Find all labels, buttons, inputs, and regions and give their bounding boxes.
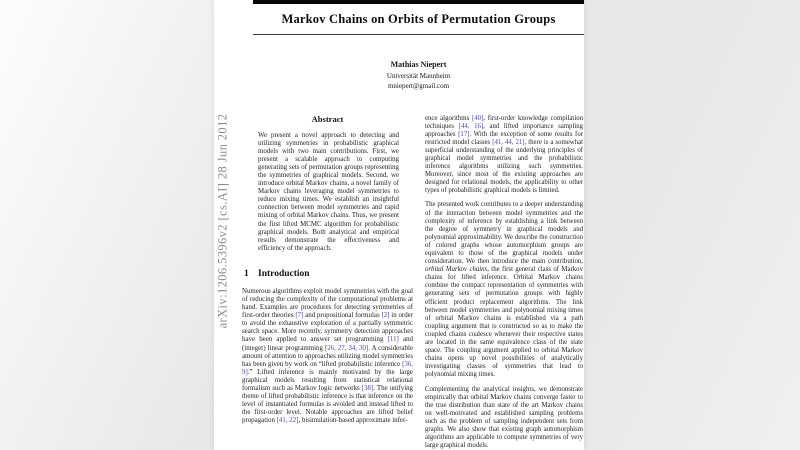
right-column	[425, 114, 583, 450]
author-affiliation: Universität Mannheim	[386, 71, 451, 80]
paper-page	[214, 0, 584, 450]
title-rule-bottom	[253, 34, 584, 36]
abstract-text: We present a novel approach to detecting and utilizing symmetries in probabilistic graphical models with two main contributions. First, we present a scalable approach to computing generating sets of permutation groups representing the symmetries of graphical models. Second, we introduce orbital Markov chains, a novel family of Markov chains leveraging model symmetries to reduce mixing times. We establish an insightful connection between model symmetries and rapid mixing of orbital Markov chains. Thus, we present the first lifted MCMC algorithm for probabilistic graphical models. Both analytical and empirical results demonstrate the effectiveness and efficiency of the approach.	[258, 131, 399, 252]
author-email: mniepert@gmail.com	[387, 81, 450, 90]
right-paragraph-3: Complementing the analytical insights, we demonstrate empirically that orbital Markov chains converge faster to the true distribution than state of the art Markov chains on well-motivated and established sampling problems such as the problem of sampling independent sets from graphs. We also show that existing graph automorphism algorithms are applicable to compute symmetries of very large graphical models.	[425, 385, 583, 450]
section-title: Introduction	[258, 268, 310, 279]
author-name: Mathias Niepert	[390, 60, 447, 69]
section-heading-introduction	[244, 269, 413, 279]
section-number: 1	[244, 268, 249, 279]
two-column-body	[242, 114, 583, 450]
author-block	[253, 60, 584, 90]
paper-title: Markov Chains on Orbits of Permutation Groups	[281, 11, 556, 26]
abstract-heading: Abstract	[311, 113, 344, 124]
right-paragraph-2: The presented work contributes to a deeper understanding of the interaction between model symmetries and the complexity of inference by establishing a link between the degree of symmetry in graphical models and polynomial approximability. We describe the construction of colored graphs whose automorphism groups are equivalent to those of the graphical models under consideration. We then introduce the main contribution, orbital Markov chains, the first general class of Markov chains for lifted inference. Orbital Markov chains combine the compact representation of symmetries with generating sets of permutation groups with highly efficient product replacement algorithms. The link between model symmetries and polynomial mixing times of orbital Markov chains is established via a path coupling argument that is constructed so as to make the coupled chains coalesce whenever their respective states are located in the same equivalence class of the state space. The coupling argument applied to orbital Markov chains opens up novel possibilities of analytically investigating classes of symmetries that lead to polynomial mixing times.	[425, 201, 583, 379]
intro-paragraph: Numerous algorithms exploit model symmetries with the goal of reducing the complexity of the computational problems at hand. Examples are procedures for detecting symmetries of first-order theories [7] and propositional formulas [2] in order to avoid the exhaustive exploration of a partially symmetric search space. More recently, symmetry detection approaches have been applied to answer set programming [11] and (integer) linear programming [26, 27, 34, 30]. A considerable amount of attention to approaches utilizing model symmetries has been given by work on “lifted probabilistic inference [36, 9].” Lifted inference is mainly motivated by the large graphical models resulting from statistical relational formalism such as Markov logic networks [38]. The unifying theme of lifted probabilistic inference is that inference on the level of instantiated formulas is avoided and instead lifted to the first-order level. Notable approaches are lifted belief propagation [41, 22], bisimulation-based approximate infer-	[242, 287, 413, 425]
arxiv-sidebar-stamp: arXiv:1206.5396v2 [cs.AI] 28 Jun 2012	[215, 113, 230, 329]
left-column	[242, 114, 413, 450]
right-paragraph-1: ence algorithms [40], first-order knowledge compilation techniques [44, 16], and lifted importance sampling approaches [17]. With the exception of some results for restricted model classes [41, 44, 21], there is a somewhat superficial understanding of the underlying principles of graphical model symmetries and the probabilistic inference algorithms utilizing such symmetries. Moreover, since most of the existing approaches are designed for relational models, the applicability to other types of probabilistic graphical models is limited.	[425, 114, 583, 195]
